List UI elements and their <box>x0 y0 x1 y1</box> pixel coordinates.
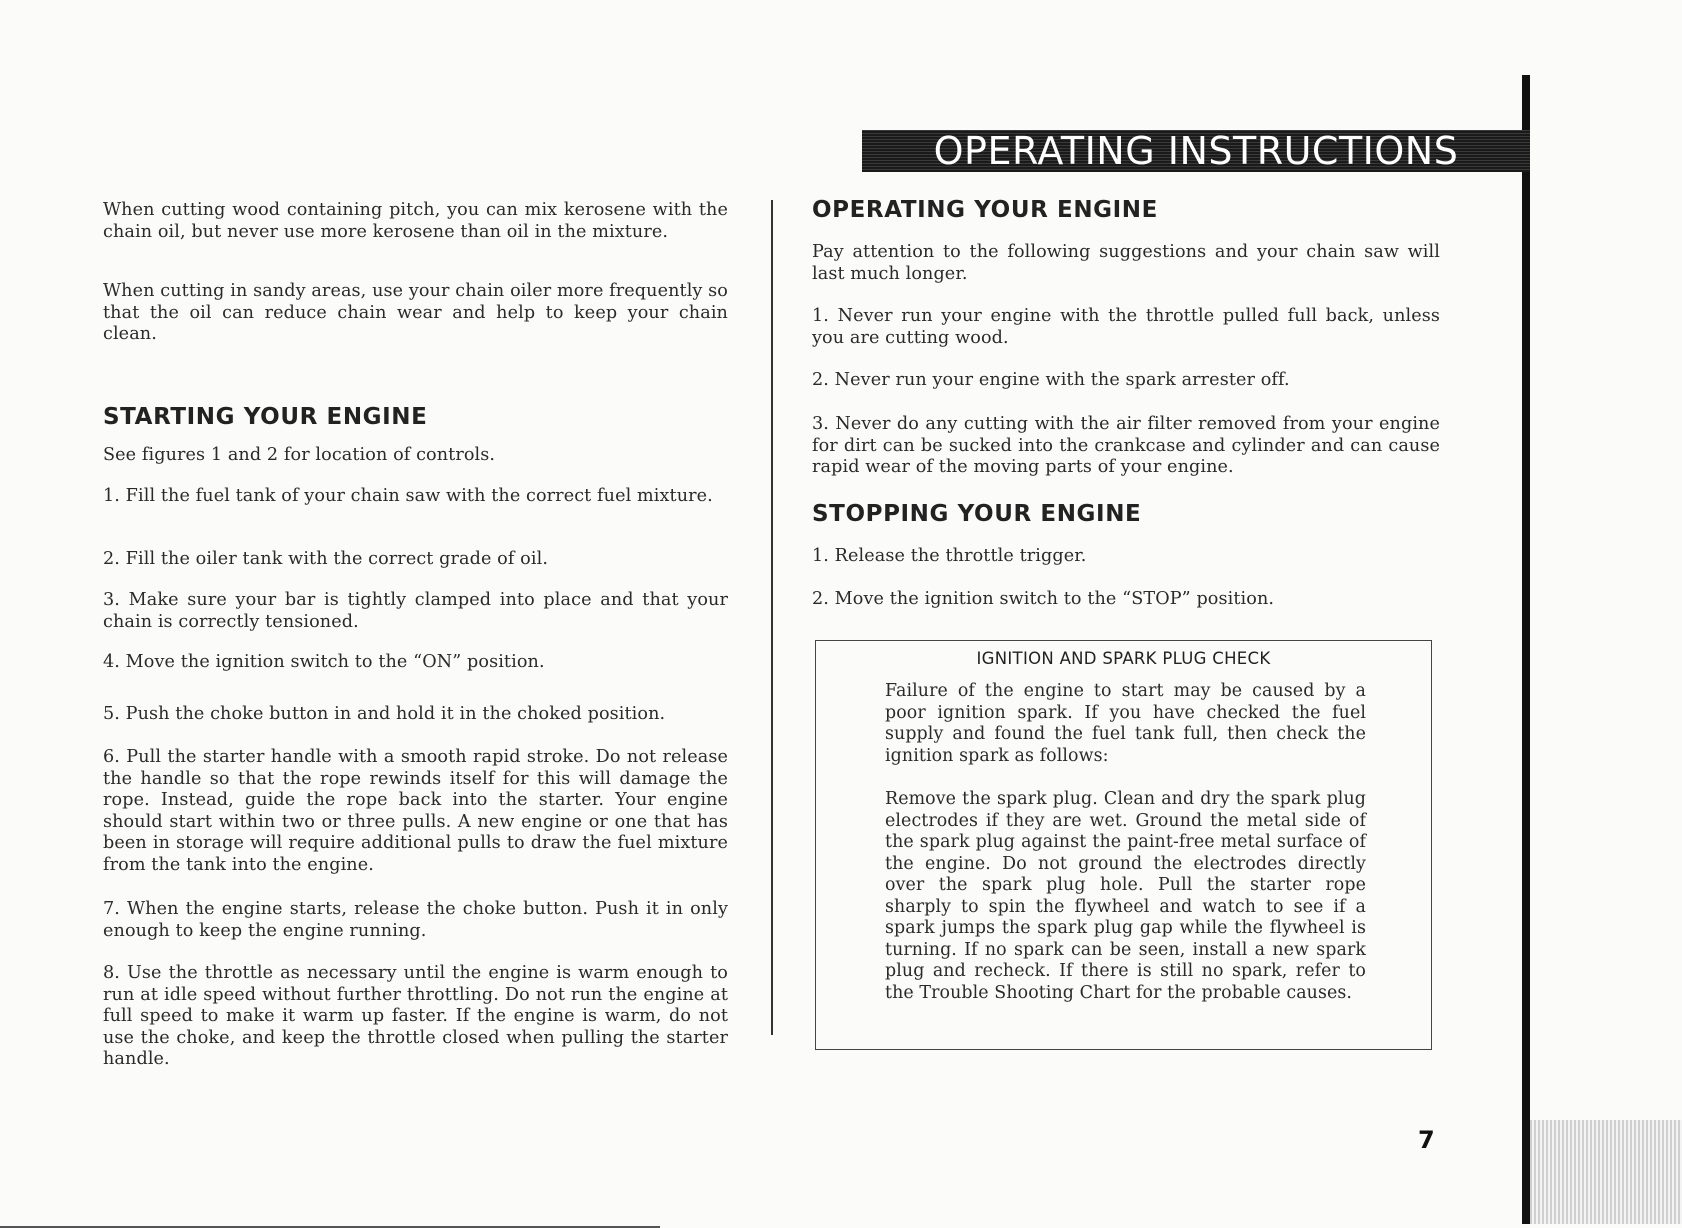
heading-starting-engine: STARTING YOUR ENGINE <box>103 404 428 430</box>
ignition-check-paragraph-2: Remove the spark plug. Clean and dry the spark plug electrodes if they are wet. Ground the metal side of the spark plug against the paint-free metal surface of the engine. Do not ground the electrodes directly over the spark plug hole. Pull the starter rope sharply to spin the flywheel and watch to see if a spark jumps the spark plug gap while the flywheel is turning. If no spark can be seen, install a new spark plug and recheck. If there is still no spark, refer to the Trouble Shooting Chart for the probable causes. <box>885 789 1366 1003</box>
page-number: 7 <box>1418 1126 1435 1154</box>
starting-step-6: 6. Pull the starter handle with a smooth rapid stroke. Do not release the handle so that the rope rewinds itself for this will damage the rope. Instead, guide the rope back into the starter. Your engine should start within two or three pulls. A new engine or one that has been in storage will require additional pulls to draw the fuel mixture from the tank into the engine. <box>103 747 728 875</box>
ignition-check-para-2-wrap <box>885 789 1366 1004</box>
starting-step-8: 8. Use the throttle as necessary until the engine is warm enough to run at idle speed without further throttling. Do not run the engine at full speed to make it warm up faster. If the engine is warm, do not use the choke, and keep the throttle closed when pulling the starter handle. <box>103 963 728 1069</box>
starting-step-2: 2. Fill the oiler tank with the correct grade of oil. <box>103 549 549 569</box>
operating-step-3: 3. Never do any cutting with the air filter removed from your engine for dirt can be sucked into the crankcase and cylinder and can cause rapid wear of the moving parts of your engine. <box>812 414 1440 477</box>
operating-step-1: 1. Never run your engine with the throttle pulled full back, unless you are cutting wood. <box>812 306 1440 348</box>
intro-paragraph-sandy: When cutting in sandy areas, use your chain oiler more frequently so that the oil can reduce chain wear and help to keep your chain clean. <box>103 281 728 344</box>
stopping-step-2: 2. Move the ignition switch to the “STOP” position. <box>812 589 1275 609</box>
starting-step-4: 4. Move the ignition switch to the “ON” position. <box>103 652 545 672</box>
stopping-step-1: 1. Release the throttle trigger. <box>812 546 1087 566</box>
section-header-title: OPERATING INSTRUCTIONS <box>933 129 1459 173</box>
starting-lead: See figures 1 and 2 for location of controls. <box>103 445 496 465</box>
operating-lead: Pay attention to the following suggestions and your chain saw will last much longer. <box>812 242 1440 284</box>
intro-paragraph-kerosene: When cutting wood containing pitch, you can mix kerosene with the chain oil, but never use more kerosene than oil in the mixture. <box>103 200 728 242</box>
ignition-check-title: IGNITION AND SPARK PLUG CHECK <box>976 649 1271 668</box>
starting-step-1: 1. Fill the fuel tank of your chain saw with the correct fuel mixture. <box>103 486 713 506</box>
starting-step-3: 3. Make sure your bar is tightly clamped into place and that your chain is correctly tensioned. <box>103 590 728 632</box>
starting-step-7: 7. When the engine starts, release the choke button. Push it in only enough to keep the engine running. <box>103 899 728 941</box>
thumb-tab-shading <box>1530 1120 1682 1224</box>
heading-stopping-engine: STOPPING YOUR ENGINE <box>812 501 1142 527</box>
ignition-check-box <box>815 640 1432 1050</box>
thumb-tab-edge <box>1522 75 1530 1224</box>
starting-step-5: 5. Push the choke button in and hold it in the choked position. <box>103 704 666 724</box>
heading-operating-engine: OPERATING YOUR ENGINE <box>812 197 1158 223</box>
section-header-bar <box>862 130 1530 172</box>
column-divider <box>771 200 773 1035</box>
ignition-check-para-1-wrap <box>885 681 1366 767</box>
ignition-check-paragraph-1: Failure of the engine to start may be caused by a poor ignition spark. If you have checked the fuel supply and found the fuel tank full, then check the ignition spark as follows: <box>885 681 1366 766</box>
operating-step-2: 2. Never run your engine with the spark arrester off. <box>812 370 1290 390</box>
